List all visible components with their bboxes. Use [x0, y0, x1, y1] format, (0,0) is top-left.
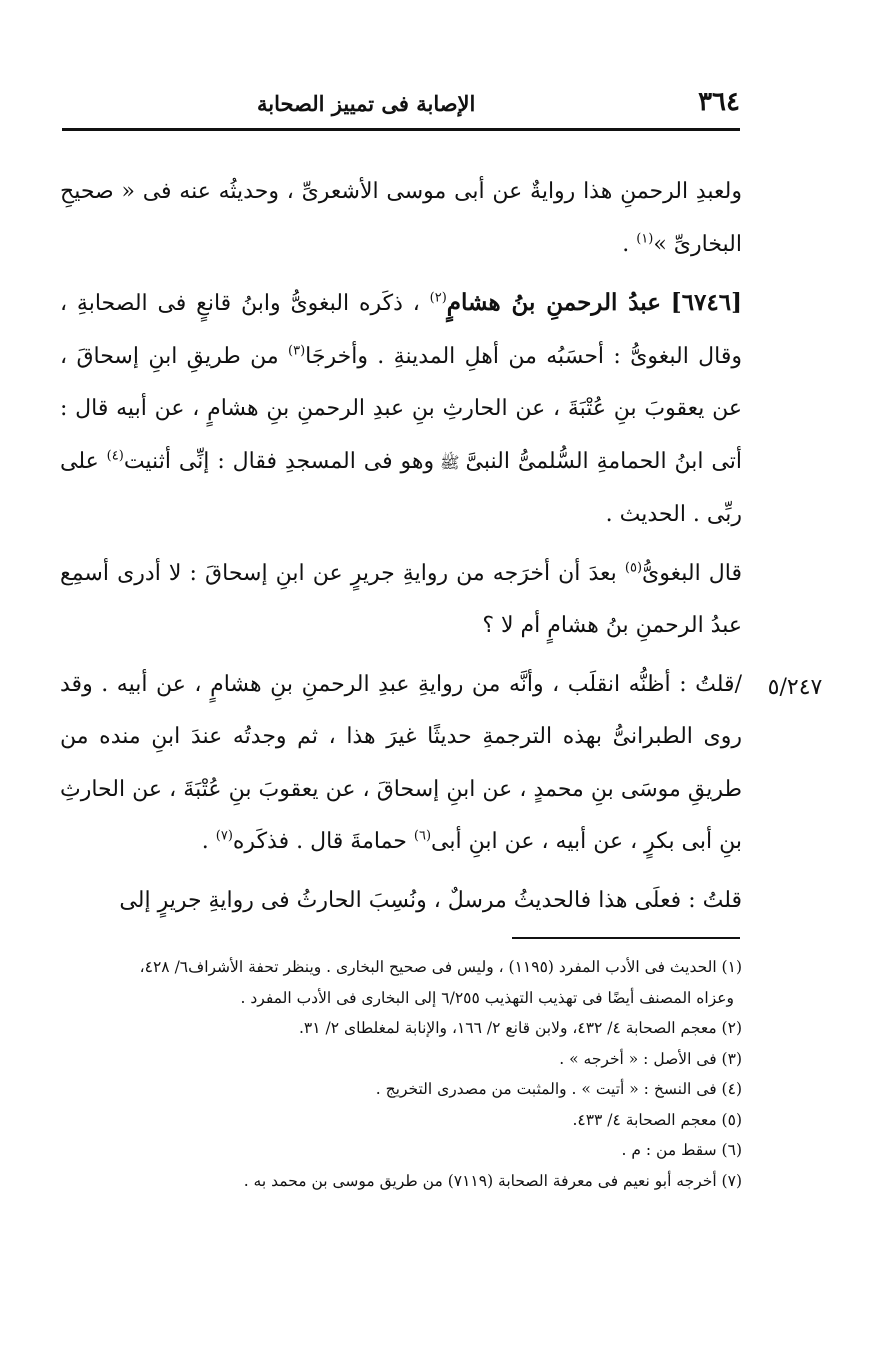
entry-text-c: وهو فى المسجدِ فقال : إنِّى أثنيت [123, 448, 435, 474]
paragraph-4 [60, 659, 742, 869]
footnote-6: (٦) سقط من : م . [621, 1141, 742, 1159]
footnote-1-continuation: وعزاه المصنف أيضًا فى تهذيب التهذيب ٦/٢٥٥ إلى البخارى فى الأدب المفرد . [240, 988, 734, 1007]
running-title: الإصابة فى تمييز الصحابة [257, 91, 476, 116]
footnote-rule [512, 937, 740, 939]
p3-text-a: قال البغوىُّ [642, 560, 742, 586]
footnote-ref-7[interactable]: (٧) [215, 828, 233, 844]
entry-text-b: من طريقِ ابنِ إسحاقَ ، عن يعقوبَ بنِ عُتْبَةَ ، عن الحارثِ بنِ عبدِ الرحمنِ بنِ هشامٍ ، عن أبيه قال : أتى ابنُ الحمامةِ السُّلمىُّ النبىَّ [60, 343, 742, 474]
footnote-ref-4[interactable]: (٤) [106, 448, 124, 464]
footnote-ref-1[interactable]: (١) [636, 231, 654, 247]
footnote-ref-2[interactable]: (٢) [429, 290, 447, 306]
footnote-1-text: (١) الحديث فى الأدب المفرد (١١٩٥) ، وليس فى صحيح البخارى . وينظر تحفة الأشراف٦/ ٤٢٨، [139, 958, 742, 976]
paragraph-3 [60, 548, 742, 653]
margin-reference: ٥/٢٤٧ [767, 675, 823, 700]
entry-text-a: ، ذكَره البغوىُّ وابنُ قانعٍ فى الصحابةِ ، وقال البغوىُّ : أحسَبُه من أهلِ المدينةِ . وأخرجَا [60, 291, 742, 369]
paragraph-entry [60, 277, 742, 542]
paragraph-1 [60, 166, 742, 271]
p1-text: ولعبدِ الرحمنِ هذا روايةٌ عن أبى موسى الأشعرىِّ ، وحديثُه عنه فى « صحيحِ البخارىِّ » [60, 179, 742, 257]
entry-number: [٦٧٤٦] [670, 289, 742, 316]
p5-text: قلتُ : فعلَى هذا فالحديثُ مرسلٌ ، ونُسِبَ الحارثُ فى روايةِ جريرٍ إلى [119, 887, 742, 913]
footnote-5: (٥) معجم الصحابة ٤/ ٤٣٣. [572, 1110, 742, 1129]
honorific-glyph: ﷺ [434, 452, 466, 472]
paragraph-5 [60, 875, 742, 928]
footnote-1 [60, 952, 742, 1013]
p4-text-a: /قلتُ : أظنُّه انقلَب ، وأنَّه من روايةِ عبدِ الرحمنِ بنِ هشامٍ ، عن أبيه . وقد روى الطبرانىُّ بهذه الترجمةِ حديثًا غيرَ هذا ، ثم وجدتُه عندَ ابنِ منده من طريقِ موسَى بنِ محمدٍ ، عن ابنِ إسحاقَ ، عن يعقوبَ بنِ عُتْبَةَ ، عن الحارثِ بنِ أبى بكرٍ ، عن أبيه ، عن ابنِ أبى [60, 671, 742, 854]
footnote-ref-5[interactable]: (٥) [624, 560, 643, 576]
page-number: ٣٦٤ [698, 87, 740, 117]
footnote-3: (٣) فى الأصل : « أخرجه » . [559, 1049, 742, 1068]
p1-end: . [622, 231, 637, 257]
footnote-ref-3[interactable]: (٣) [288, 343, 306, 359]
header-rule [62, 128, 740, 131]
entry-name: عبدُ الرحمنِ بنُ هشامٍ [446, 289, 661, 316]
footnote-4: (٤) فى النسخ : « أتيت » . والمثبت من مصدرى التخريج . [375, 1080, 742, 1098]
page-header [62, 84, 740, 124]
footnote-7: (٧) أخرجه أبو نعيم فى معرفة الصحابة (٧١١٩) من طريق موسى بن محمد به . [243, 1171, 742, 1190]
footnotes [60, 952, 742, 1196]
footnote-2: (٢) معجم الصحابة ٤/ ٤٣٢، ولابن قانع ٢/ ١٦٦، والإنابة لمغلطاى ٢/ ٣١. [298, 1019, 742, 1037]
main-text [60, 166, 742, 933]
entry-text-d: على ربِّى . الحديث . [60, 448, 742, 527]
p4-end: . [201, 829, 216, 854]
p4-text-b: حمامةَ قال . فذكَره [232, 829, 414, 854]
p3-text-b: بعدَ أن أخرَجه من روايةِ جريرٍ عن ابنِ إسحاقَ : لا أدرى أسمِع عبدُ الرحمنِ بنُ هشامٍ أم لا ؟ [60, 560, 742, 638]
footnote-ref-6[interactable]: (٦) [413, 828, 432, 844]
